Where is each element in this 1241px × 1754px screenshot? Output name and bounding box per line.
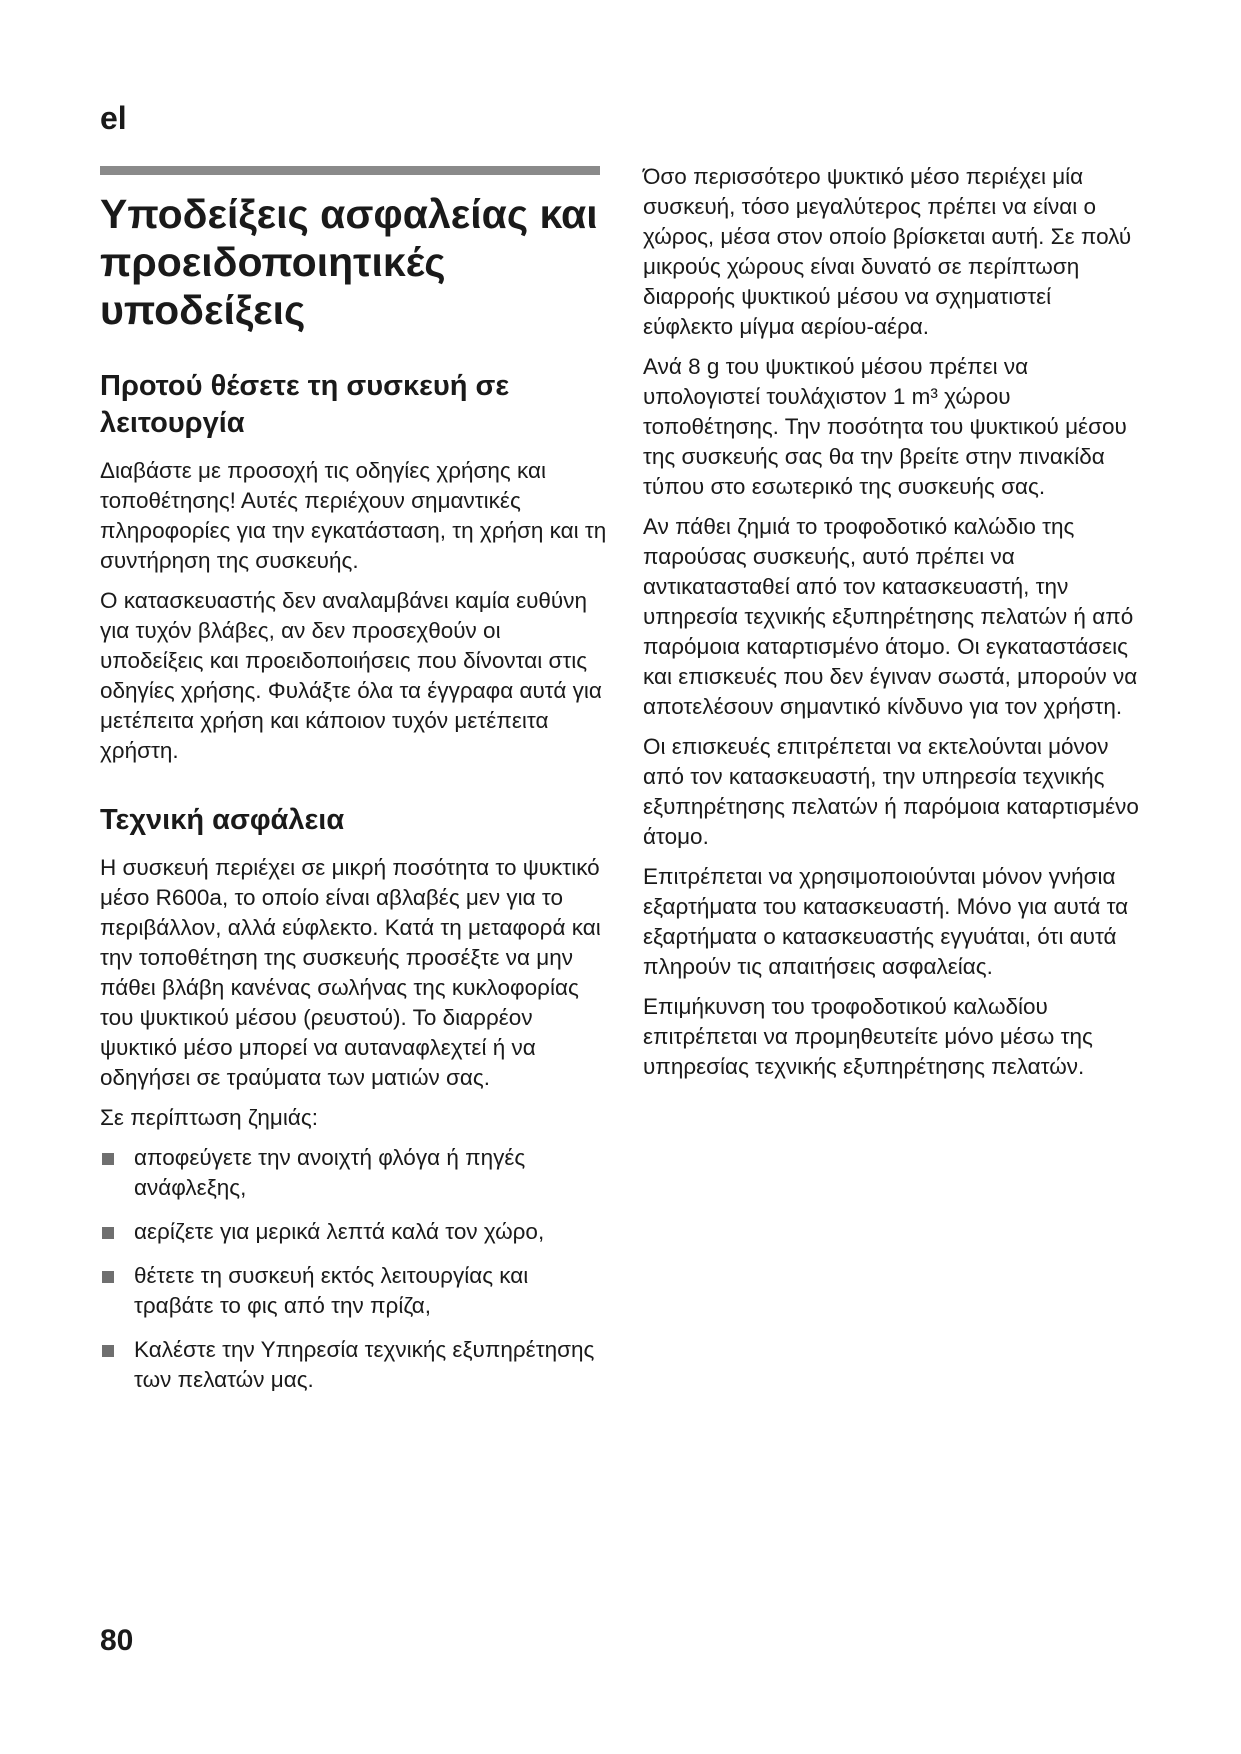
- paragraph: Ο κατασκευαστής δεν αναλαμβάνει καμία ευθύνη για τυχόν βλάβες, αν δεν προσεχθούν οι υποδείξεις και προειδοποιήσεις που δίνονται στις οδηγίες χρήσης. Φυλάξτε όλα τα έγγραφα αυτά για μετέπειτα χρήση και κάποιον τυχόν μετέπειτα χρήστη.: [100, 588, 602, 763]
- section-rule: [100, 166, 600, 175]
- section-heading-before-use: Προτού θέσετε τη συσκευή σε λειτουργία: [100, 370, 510, 439]
- list-item: [100, 1261, 610, 1321]
- bullet-square-icon: [102, 1271, 114, 1283]
- list-item: [100, 1217, 610, 1247]
- paragraph: Όσο περισσότερο ψυκτικό μέσο περιέχει μία συσκευή, τόσο μεγαλύτερος πρέπει να είναι ο χώρος, μέσα στον οποίο βρίσκεται αυτή. Σε πολύ μικρούς χώρους είναι δυνατό σε περίπτωση διαρροής ψυκτικού μέσου να σχηματιστεί εύφλεκτο μίγμα αερίου-αέρα.: [643, 164, 1132, 339]
- list-item: [100, 1143, 610, 1203]
- page-number: 80: [100, 1624, 134, 1657]
- page-title: Υποδείξεις ασφαλείας και προειδοποιητικές υποδείξεις: [100, 191, 598, 333]
- paragraph: Αν πάθει ζημιά το τροφοδοτικό καλώδιο της παρούσας συσκευής, αυτό πρέπει να αντικατασταθεί από τον κατασκευαστή, την υπηρεσία τεχνικής εξυπηρέτησης πελατών ή από παρόμοια καταρτισμένο άτομο. Οι εγκαταστάσεις και επισκευές που δεν έγιναν σωστά, μπορούν να αποτελέσουν σημαντικό κίνδυνο για τον χρήστη.: [643, 514, 1138, 719]
- paragraph: Επιμήκυνση του τροφοδοτικού καλωδίου επιτρέπεται να προμηθευτείτε μόνο μέσω της υπηρεσίας τεχνικής εξυπηρέτησης πελατών.: [643, 994, 1093, 1079]
- list-item-text: Καλέστε την Υπηρεσία τεχνικής εξυπηρέτησης των πελατών μας.: [134, 1337, 595, 1392]
- bullet-square-icon: [102, 1345, 114, 1357]
- right-column: [643, 162, 1143, 1092]
- list-item-text: θέτετε τη συσκευή εκτός λειτουργίας και τραβάτε το φις από την πρίζα,: [134, 1263, 529, 1318]
- left-column: [100, 190, 610, 1409]
- paragraph: Σε περίπτωση ζημιάς:: [100, 1105, 318, 1130]
- list-item-text: αποφεύγετε την ανοιχτή φλόγα ή πηγές ανάφλεξης,: [134, 1145, 526, 1200]
- paragraph: Ανά 8 g του ψυκτικού μέσου πρέπει να υπολογιστεί τουλάχιστον 1 m³ χώρου τοποθέτησης. Την ποσότητα του ψυκτικού μέσου της συσκευής σας θα την βρείτε στην πινακίδα τύπου στο εσωτερικό της συσκευής σας.: [643, 354, 1127, 499]
- damage-steps-list: [100, 1143, 610, 1395]
- paragraph: Διαβάστε με προσοχή τις οδηγίες χρήσης και τοποθέτησης! Αυτές περιέχουν σημαντικές πληροφορίες για την εγκατάσταση, τη χρήση και τη συντήρηση της συσκευής.: [100, 458, 607, 573]
- bullet-square-icon: [102, 1153, 114, 1165]
- list-item-text: αερίζετε για μερικά λεπτά καλά τον χώρο,: [134, 1219, 545, 1244]
- section-heading-technical-safety: Τεχνική ασφάλεια: [100, 804, 345, 836]
- bullet-square-icon: [102, 1227, 114, 1239]
- list-item: [100, 1335, 610, 1395]
- paragraph: Οι επισκευές επιτρέπεται να εκτελούνται μόνον από τον κατασκευαστή, την υπηρεσία τεχνικής εξυπηρέτησης πελατών ή παρόμοια καταρτισμένο άτομο.: [643, 734, 1139, 849]
- language-code: el: [100, 100, 127, 136]
- paragraph: Η συσκευή περιέχει σε μικρή ποσότητα το ψυκτικό μέσο R600a, το οποίο είναι αβλαβές μεν για το περιβάλλον, αλλά εύφλεκτο. Κατά τη μεταφορά και την τοποθέτηση της συσκευής προσέξτε να μην πάθει βλάβη κανένας σωλήνας της κυκλοφορίας του ψυκτικού μέσου (ρευστού). Το διαρρέον ψυκτικό μέσο μπορεί να αυταναφλεχτεί ή να οδηγήσει σε τραύματα των ματιών σας.: [100, 855, 601, 1090]
- paragraph: Επιτρέπεται να χρησιμοποιούνται μόνον γνήσια εξαρτήματα του κατασκευαστή. Μόνο για αυτά τα εξαρτήματα ο κατασκευαστής εγγυάται, ότι αυτά πληρούν τις απαιτήσεις ασφαλείας.: [643, 864, 1129, 979]
